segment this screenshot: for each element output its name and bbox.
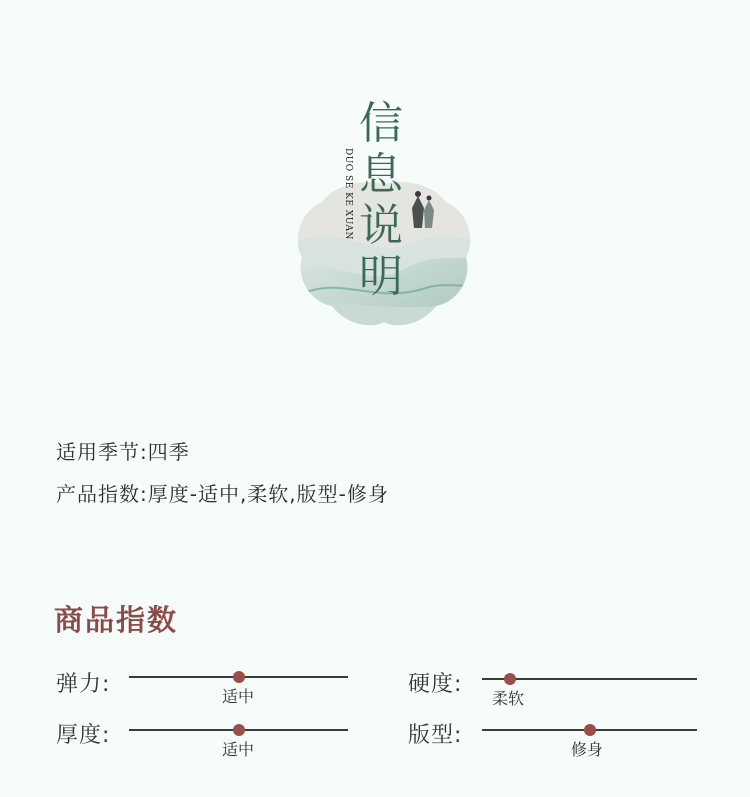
badge-title-char: 明 <box>359 251 403 302</box>
elasticity-scale <box>129 676 348 678</box>
badge-title-char: 息 <box>359 149 403 200</box>
hardness-marker <box>504 673 516 685</box>
hardness-label: 硬度: <box>408 672 463 697</box>
badge-subtitle: DUO SE KE XUAN <box>343 148 353 240</box>
fit-label: 版型: <box>408 723 463 748</box>
thickness-value: 适中 <box>222 740 255 759</box>
thickness-marker <box>233 724 245 736</box>
badge-title <box>359 98 403 302</box>
thickness-label: 厚度: <box>56 723 111 748</box>
fit-marker <box>584 724 596 736</box>
hardness-scale <box>482 678 697 680</box>
product-index-info: 产品指数:厚度-适中,柔软,版型-修身 <box>56 482 389 506</box>
elasticity-value: 适中 <box>222 687 255 706</box>
thickness-scale <box>129 729 348 731</box>
badge-title-char: 信 <box>359 98 403 149</box>
hardness-value: 柔软 <box>492 689 525 708</box>
badge-title-char: 说 <box>359 200 403 251</box>
elasticity-label: 弹力: <box>56 672 111 697</box>
fit-value: 修身 <box>571 740 604 759</box>
fit-scale <box>482 729 697 731</box>
season-info: 适用季节:四季 <box>56 440 190 464</box>
info-badge <box>296 92 472 328</box>
elasticity-marker <box>233 671 245 683</box>
section-title: 商品指数 <box>54 603 179 637</box>
